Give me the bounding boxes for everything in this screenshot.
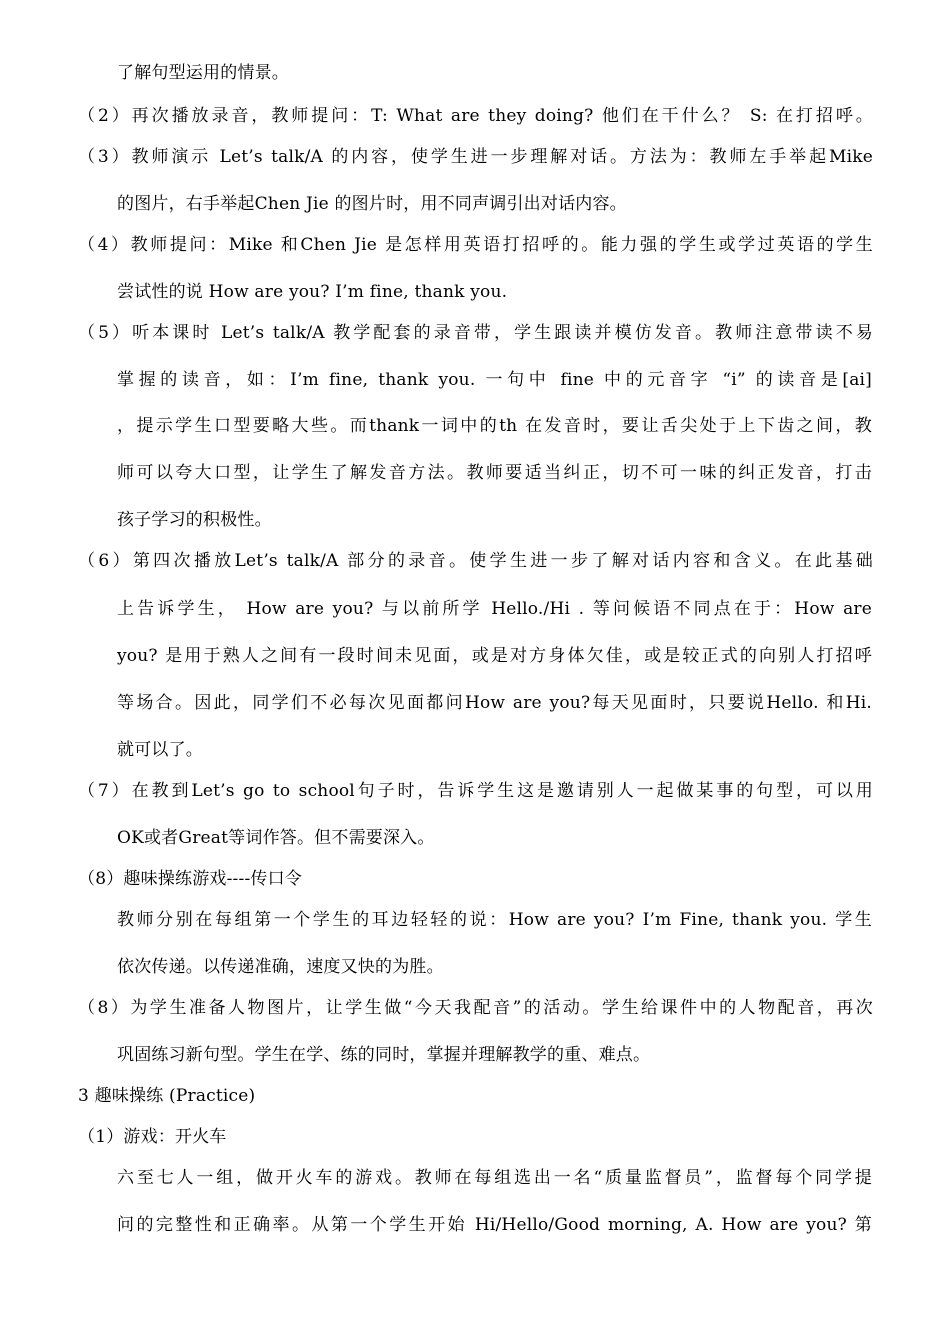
text-line: OK或者Great等词作答。但不需要深入。 [117,828,435,848]
text-line: 孩子学习的积极性。 [117,510,272,530]
text-line: （7）在教到Let’s go to school句子时，告诉学生这是邀请别人一起做某事的句型，可以用 [78,781,873,801]
text-line: （8）趣味操练游戏----传口令 [78,869,302,889]
text-line: 就可以了。 [117,740,203,760]
text-line: 上告诉学生， How are you? 与以前所学 Hello./Hi . 等问候语不同点在于：How are [117,599,872,619]
text-line: 师可以夸大口型，让学生了解发音方法。教师要适当纠正，切不可一味的纠正发音，打击 [117,463,872,483]
text-line: you? 是用于熟人之间有一段时间未见面，或是对方身体欠佳，或是较正式的向别人打招呼 [117,646,872,666]
text-line: 了解句型运用的情景。 [117,63,289,83]
text-line: 巩固练习新句型。学生在学、练的同时，掌握并理解教学的重、难点。 [117,1045,651,1065]
text-line: （2）再次播放录音，教师提问：T: What are they doing? 他们在干什么？ S: 在打招呼。 [78,106,873,126]
text-line: 依次传递。以传递准确，速度又快的为胜。 [117,957,444,977]
text-line: （6）第四次播放Let’s talk/A 部分的录音。使学生进一步了解对话内容和含义。在此基础 [78,551,873,571]
text-line: 等场合。因此，同学们不必每次见面都问How are you?每天见面时，只要说Hello. 和Hi. [117,693,872,713]
text-line: 问的完整性和正确率。从第一个学生开始 Hi/Hello/Good morning, A. How are you? 第 [117,1215,872,1235]
text-line: （5）听本课时 Let’s talk/A 教学配套的录音带，学生跟读并模仿发音。教师注意带读不易 [78,323,873,343]
text-line: （8）为学生准备人物图片，让学生做“今天我配音”的活动。学生给课件中的人物配音，再次 [78,998,873,1018]
text-line: 六至七人一组，做开火车的游戏。教师在每组选出一名“质量监督员”，监督每个同学提 [117,1168,872,1188]
text-line: （1）游戏：开火车 [78,1127,227,1147]
text-line: 掌握的读音，如：I’m fine, thank you. 一句中 fine 中的元音字 “i” 的读音是[ai] [117,370,872,390]
text-line: （3）教师演示 Let’s talk/A 的内容，使学生进一步理解对话。方法为：教师左手举起Mike [78,147,873,167]
text-line: ，提示学生口型要略大些。而thank一词中的th 在发音时，要让舌尖处于上下齿之间，教 [117,416,872,436]
text-line: （4）教师提问：Mike 和Chen Jie 是怎样用英语打招呼的。能力强的学生或学过英语的学生 [78,235,873,255]
text-line: 的图片，右手举起Chen Jie 的图片时，用不同声调引出对话内容。 [117,194,627,214]
section-heading: 3 趣味操练 (Practice) [78,1086,256,1106]
text-line: 尝试性的说 How are you? I’m fine, thank you. [117,282,508,302]
text-line: 教师分别在每组第一个学生的耳边轻轻的说：How are you? I’m Fine, thank you. 学生 [117,910,872,930]
